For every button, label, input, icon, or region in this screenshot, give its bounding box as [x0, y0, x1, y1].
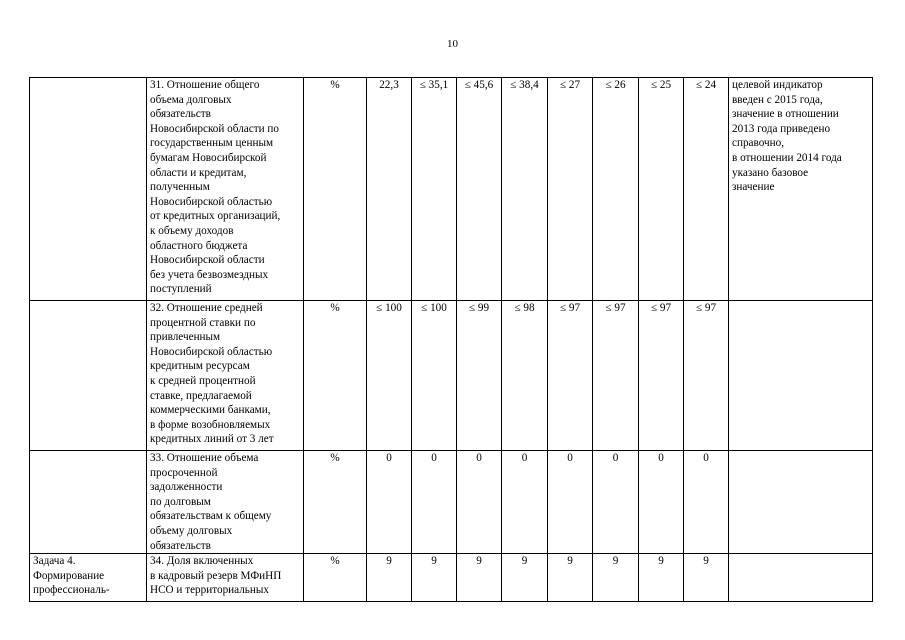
table-row	[30, 554, 873, 602]
task-cell	[30, 301, 147, 451]
value-cell: ≤ 26	[593, 78, 639, 301]
value-cell: ≤ 100	[367, 301, 412, 451]
value-cell: ≤ 27	[548, 78, 593, 301]
task-cell	[30, 78, 147, 301]
value-cell: 9	[684, 554, 729, 602]
note-cell	[729, 554, 873, 602]
value-cell: ≤ 98	[502, 301, 548, 451]
page-number: 10	[447, 38, 458, 50]
value-cell: 0	[684, 451, 729, 554]
value-cell: ≤ 35,1	[412, 78, 457, 301]
value-cell: 9	[548, 554, 593, 602]
value-cell: 9	[502, 554, 548, 602]
value-cell: 0	[367, 451, 412, 554]
table-row	[30, 301, 873, 451]
unit-cell: %	[304, 451, 367, 554]
note-cell	[729, 301, 873, 451]
value-cell: 9	[457, 554, 502, 602]
value-cell: 0	[639, 451, 684, 554]
value-cell: 9	[367, 554, 412, 602]
value-cell: ≤ 97	[548, 301, 593, 451]
indicators-table	[29, 77, 873, 602]
indicator-name-cell: 33. Отношение объема просроченной задолженности по долговым обязательствам к общему объему долговых обязательств	[147, 451, 304, 554]
value-cell: 0	[457, 451, 502, 554]
unit-cell: %	[304, 301, 367, 451]
value-cell: ≤ 100	[412, 301, 457, 451]
table-row	[30, 78, 873, 301]
indicator-name-cell: 31. Отношение общего объема долговых обязательств Новосибирской области по государственным ценным бумагам Новосибирской области и кредитам, полученным Новосибирской областью от кредитных организаций, к объему доходов областного бюджета Новосибирской области без учета безвозмездных поступлений	[147, 78, 304, 301]
value-cell: ≤ 99	[457, 301, 502, 451]
value-cell: ≤ 38,4	[502, 78, 548, 301]
note-cell	[729, 451, 873, 554]
value-cell: ≤ 97	[684, 301, 729, 451]
value-cell: 9	[593, 554, 639, 602]
value-cell: ≤ 97	[593, 301, 639, 451]
unit-cell: %	[304, 78, 367, 301]
unit-cell: %	[304, 554, 367, 602]
value-cell: 9	[412, 554, 457, 602]
value-cell: ≤ 97	[639, 301, 684, 451]
note-cell: целевой индикатор введен с 2015 года, значение в отношении 2013 года приведено справочно, в отношении 2014 года указано базовое значение	[729, 78, 873, 301]
indicator-name-cell: 34. Доля включенных в кадровый резерв МФиНП НСО и территориальных	[147, 554, 304, 602]
value-cell: ≤ 45,6	[457, 78, 502, 301]
value-cell: 22,3	[367, 78, 412, 301]
value-cell: 0	[548, 451, 593, 554]
table-row	[30, 451, 873, 554]
value-cell: 9	[639, 554, 684, 602]
value-cell: ≤ 24	[684, 78, 729, 301]
task-cell	[30, 451, 147, 554]
value-cell: 0	[593, 451, 639, 554]
value-cell: 0	[502, 451, 548, 554]
value-cell: 0	[412, 451, 457, 554]
task-cell: Задача 4. Формирование профессиональ-	[30, 554, 147, 602]
indicator-name-cell: 32. Отношение средней процентной ставки по привлеченным Новосибирской областью кредитным ресурсам к средней процентной ставке, предлагаемой коммерческими банками, в форме возобновляемых кредитных линий от 3 лет	[147, 301, 304, 451]
value-cell: ≤ 25	[639, 78, 684, 301]
